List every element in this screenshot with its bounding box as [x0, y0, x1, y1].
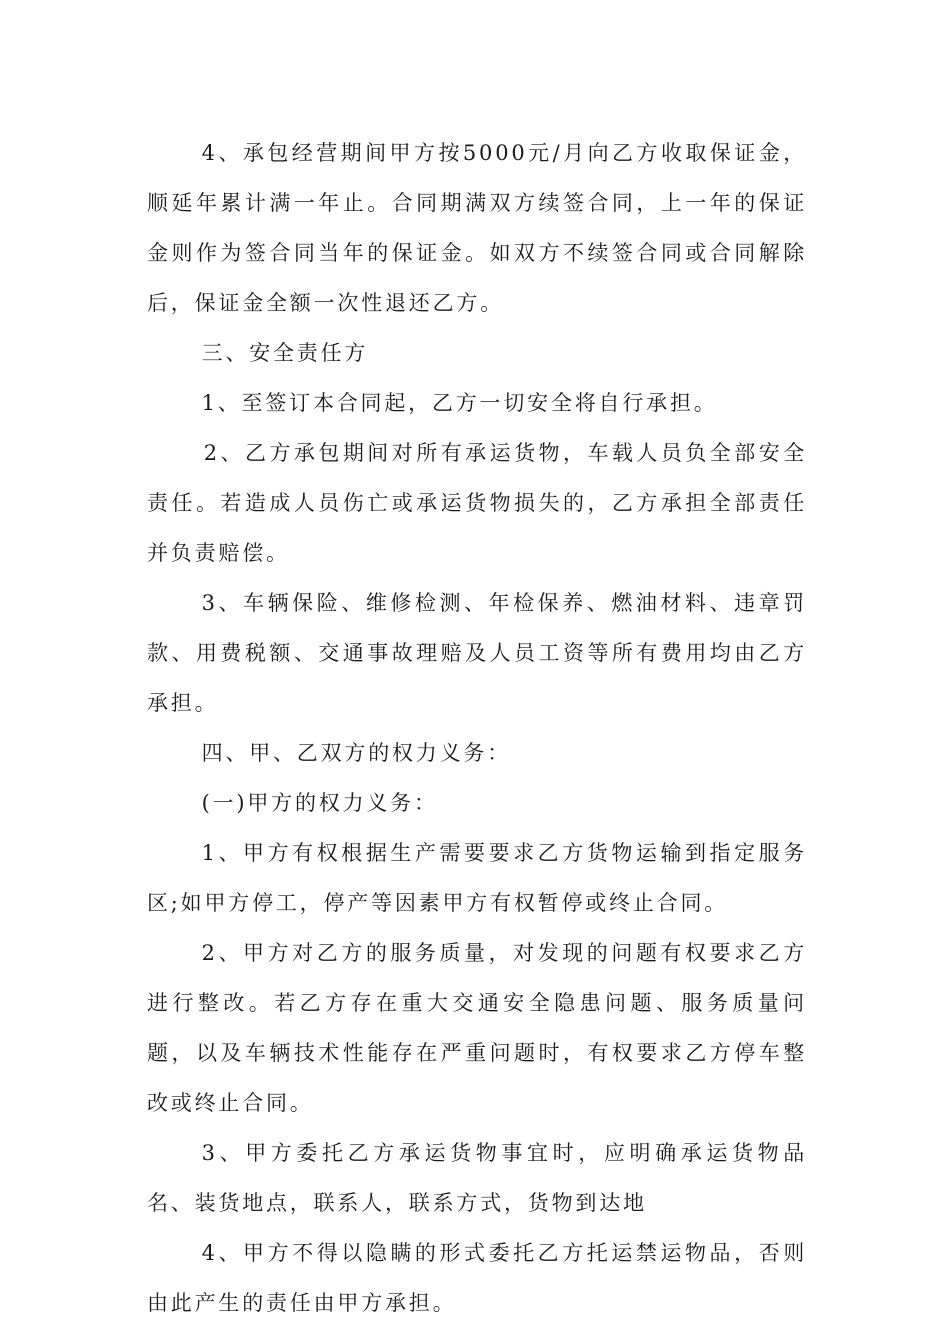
paragraph-safety-2: 2、乙方承包期间对所有承运货物，车载人员负全部安全责任。若造成人员伤亡或承运货物损失的，乙方承担全部责任并负责赔偿。 [147, 441, 807, 565]
paragraph-safety-3: 3、车辆保险、维修检测、年检保养、燃油材料、违章罚款、用费税额、交通事故理赔及人员工资等所有费用均由乙方承担。 [147, 591, 807, 715]
paragraph-party-a-4: 4、甲方不得以隐瞒的形式委托乙方托运禁运物品，否则由此产生的责任由甲方承担。 [147, 1241, 807, 1315]
section-heading-rights: 四、甲、乙双方的权力义务： [201, 741, 511, 765]
paragraph-party-a-3: 3、甲方委托乙方承运货物事宜时，应明确承运货物品名、装货地点，联系人，联系方式，货物到达地 [147, 1141, 807, 1215]
paragraph-safety-1: 1、至签订本合同起，乙方一切安全将自行承担。 [201, 391, 718, 415]
paragraph-party-a-2: 2、甲方对乙方的服务质量，对发现的问题有权要求乙方进行整改。若乙方存在重大交通安全隐患问题、服务质量问题，以及车辆技术性能存在严重问题时，有权要求乙方停车整改或终止合同。 [147, 941, 807, 1115]
document-body [147, 128, 807, 1328]
paragraph-deposit-clause: 4、承包经营期间甲方按5000元/月向乙方收取保证金，顺延年累计满一年止。合同期满双方续签合同，上一年的保证金则作为签合同当年的保证金。如双方不续签合同或合同解除后，保证金全额一次性退还乙方。 [147, 141, 807, 315]
section-heading-safety: 三、安全责任方 [201, 341, 369, 365]
subsection-heading-party-a: (一)甲方的权力义务： [201, 791, 438, 815]
paragraph-party-a-1: 1、甲方有权根据生产需要要求乙方货物运输到指定服务区;如甲方停工，停产等因素甲方有权暂停或终止合同。 [147, 841, 807, 915]
